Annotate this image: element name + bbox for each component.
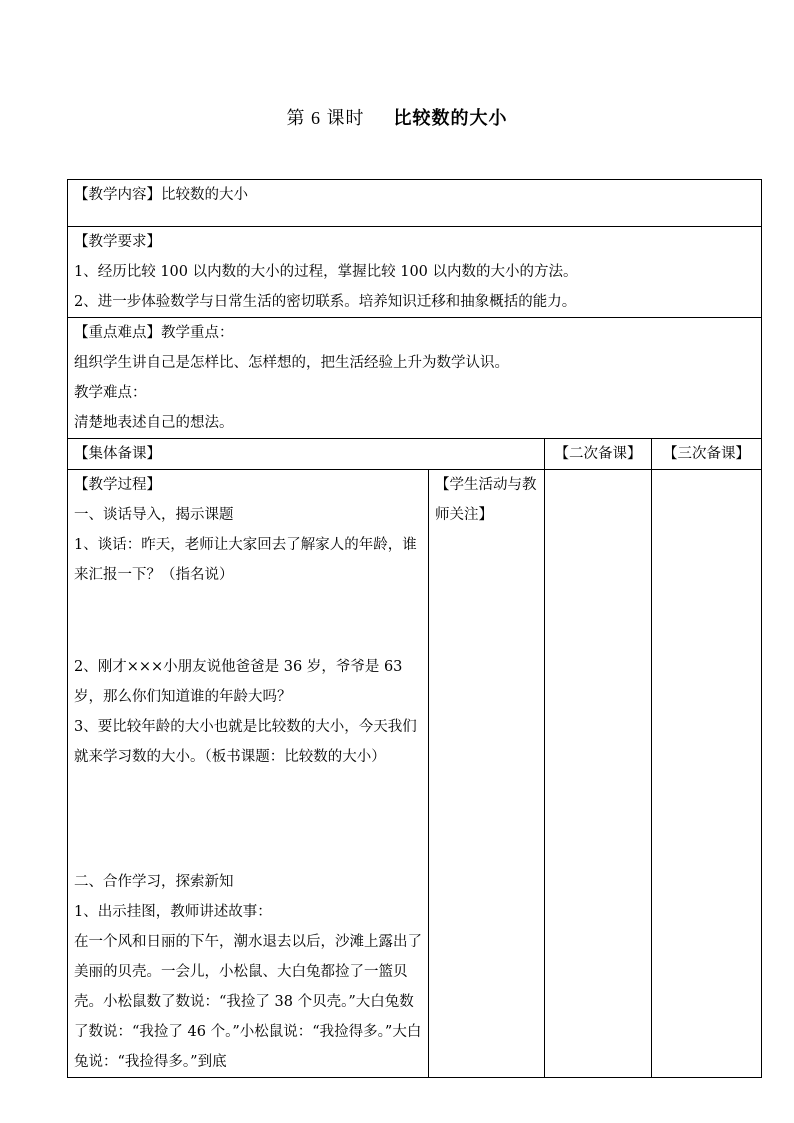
process-paragraph: 在一个风和日丽的下午，潮水退去以后，沙滩上露出了美丽的贝壳。一会儿，小松鼠、大白兔都捡了一篮贝壳。小松鼠数了数说：“我捡了 38 个贝壳。”大白兔数了数说：“我捡了 46 个。”小松鼠说：“我捡得多。”大白兔说：“我捡得多。”到底 bbox=[74, 934, 422, 1070]
second-prep-header: 【二次备课】 bbox=[545, 439, 652, 470]
content-cell bbox=[68, 180, 762, 227]
difficulty-label: 教学难点： bbox=[74, 385, 147, 401]
process-paragraph: 3、要比较年龄的大小也就是比较数的大小，今天我们就来学习数的大小。（板书课题：比较数的大小） bbox=[74, 719, 417, 765]
section-heading: 一、谈话导入，揭示课题 bbox=[74, 507, 234, 523]
content-row bbox=[68, 180, 762, 227]
page-title bbox=[0, 104, 794, 130]
requirement-item: 2、进一步体验数学与日常生活的密切联系。培养知识迁移和抽象概括的能力。 bbox=[74, 294, 577, 310]
lesson-number: 第 6 课时 bbox=[286, 108, 365, 128]
content-label: 【教学内容】 bbox=[74, 187, 161, 203]
focus-label: 教学重点： bbox=[161, 325, 234, 341]
lesson-plan-table bbox=[67, 179, 761, 1078]
second-prep-cell bbox=[545, 470, 652, 1078]
third-prep-cell bbox=[652, 470, 762, 1078]
process-paragraph: 1、出示挂图，教师讲述故事： bbox=[74, 904, 272, 920]
process-cell bbox=[68, 470, 429, 1078]
third-prep-header: 【三次备课】 bbox=[652, 439, 762, 470]
process-paragraph: 2、刚才×××小朋友说他爸爸是 36 岁，爷爷是 63 岁，那么你们知道谁的年龄大吗？ bbox=[74, 659, 403, 705]
process-label: 【教学过程】 bbox=[74, 477, 161, 493]
process-row bbox=[68, 470, 762, 1078]
key-points-cell bbox=[68, 318, 762, 439]
student-activity-cell bbox=[429, 470, 545, 1078]
key-points-row bbox=[68, 318, 762, 439]
difficulty-text: 清楚地表述自己的想法。 bbox=[74, 415, 234, 431]
content-value: 比较数的大小 bbox=[161, 187, 248, 203]
requirements-row bbox=[68, 227, 762, 318]
key-points-label: 【重点难点】 bbox=[74, 325, 161, 341]
header-row bbox=[68, 439, 762, 470]
group-prep-header: 【集体备课】 bbox=[68, 439, 545, 470]
lesson-name: 比较数的大小 bbox=[393, 108, 508, 129]
requirements-label: 【教学要求】 bbox=[74, 234, 161, 250]
process-paragraph: 1、谈话：昨天，老师让大家回去了解家人的年龄，谁来汇报一下？（指名说） bbox=[74, 537, 417, 583]
student-activity-label: 【学生活动与教师关注】 bbox=[435, 477, 537, 523]
requirements-cell bbox=[68, 227, 762, 318]
requirement-item: 1、经历比较 100 以内数的大小的过程，掌握比较 100 以内数的大小的方法。 bbox=[74, 264, 578, 280]
focus-text: 组织学生讲自己是怎样比、怎样想的，把生活经验上升为数学认识。 bbox=[74, 355, 509, 371]
section-heading: 二、合作学习，探索新知 bbox=[74, 874, 234, 890]
